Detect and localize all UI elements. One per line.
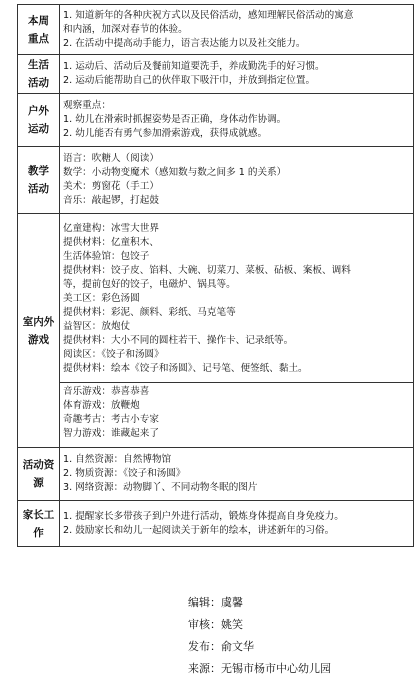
row-label	[18, 501, 60, 547]
label-line: 活动	[28, 77, 49, 89]
content-line: 音乐：敲起锣，打起鼓	[63, 195, 159, 206]
label-line: 户外	[28, 105, 49, 117]
content-line: 1. 幼儿在滑索时抓握姿势是否正确，身体动作协调。	[63, 114, 287, 125]
label-line: 生活	[28, 59, 49, 71]
content-line: 体育游戏：放鞭炮	[63, 399, 140, 411]
content-line: 提供材料：亿童积木、	[63, 236, 159, 248]
label-line: 活动	[28, 183, 49, 195]
row-indoor-outdoor-games	[18, 214, 414, 448]
content-line: 益智区：放炮仗	[63, 320, 131, 332]
content-line: 2. 在活动中提高动手能力，语言表达能力以及社交能力。	[63, 37, 306, 49]
reviewer-credit: 审核：姚笑	[188, 618, 243, 631]
content-line: 2. 运动后能帮助自己的伙伴取下吸汗巾，并放到指定位置。	[63, 75, 316, 86]
label-line: 家长工作	[22, 508, 55, 539]
row-content	[60, 448, 414, 501]
content-line: 提供材料：饺子皮、馅料、大碗、切菜刀、菜板、砧板、案板、调料	[63, 264, 351, 276]
row-outdoor-sports	[18, 94, 414, 147]
content-line: 观察重点：	[63, 100, 111, 111]
source-credit: 来源：无锡市杨市中心幼儿园	[188, 662, 331, 675]
row-weekly-focus	[18, 5, 414, 55]
content-line: 音乐游戏：恭喜恭喜	[63, 385, 150, 397]
weekly-plan-table	[17, 4, 414, 547]
row-content	[60, 55, 414, 94]
row-content	[60, 214, 414, 448]
row-label	[18, 94, 60, 147]
row-label	[18, 55, 60, 94]
content-line: 提供材料：彩泥、颜料、彩纸、马克笔等	[63, 306, 236, 318]
content-line: 亿童建构：冰雪大世界	[63, 222, 159, 234]
row-content	[60, 5, 414, 55]
row-label	[18, 5, 60, 55]
content-line: 2. 物质资源：《饺子和汤圆》	[63, 468, 186, 479]
content-line: 奇趣考古：考古小专家	[63, 413, 159, 425]
content-line: 1. 提醒家长多带孩子到户外进行活动，锻炼身体提高自身免疫力。	[63, 510, 344, 522]
content-line: 3. 网络资源：动物脚丫、不同动物冬眠的图片	[63, 482, 258, 493]
row-label	[18, 448, 60, 501]
label-line: 运动	[28, 123, 49, 135]
label-line: 游戏	[28, 333, 49, 346]
content-line: 等，提前包好的饺子，电磁炉、锅具等。	[63, 278, 236, 290]
content-line: 1. 自然资源：自然博物馆	[63, 454, 172, 465]
content-line: 阅读区：《饺子和汤圆》	[63, 348, 164, 360]
outdoor-games-section	[60, 382, 413, 442]
label-line: 教学	[28, 165, 49, 177]
label-line: 重点	[28, 32, 49, 45]
content-line: 智力游戏：谁藏起来了	[63, 427, 159, 439]
row-content	[60, 94, 414, 147]
credits	[0, 592, 417, 680]
row-label	[18, 214, 60, 448]
publisher-credit: 发布：俞文华	[188, 640, 254, 653]
row-teaching-activity	[18, 147, 414, 214]
content-line: 提供材料：大小不同的圆柱若干、操作卡、记录纸等。	[63, 334, 294, 346]
content-line: 生活体验馆：包饺子	[63, 250, 150, 262]
label-line: 室内外	[22, 315, 55, 328]
weekly-plan	[17, 4, 414, 547]
row-label	[18, 147, 60, 214]
content-line: 和内涵，加深对春节的体验。	[63, 23, 188, 35]
content-line: 1. 运动后、活动后及餐前知道要洗手，养成勤洗手的好习惯。	[63, 61, 325, 72]
row-activity-resources	[18, 448, 414, 501]
row-life-activity	[18, 55, 414, 94]
content-line: 数学：小动物变魔术（感知数与数之间多 1 的关系）	[63, 167, 287, 178]
content-line: 语言：吹糖人（阅读）	[63, 153, 159, 164]
content-line: 美工区：彩色汤圆	[63, 292, 140, 304]
row-content	[60, 501, 414, 547]
content-line: 美术：剪窗花（手工）	[63, 181, 159, 192]
content-line: 2. 幼儿能否有勇气参加滑索游戏，获得成就感。	[63, 128, 268, 139]
content-line: 2. 鼓励家长和幼儿一起阅读关于新年的绘本，讲述新年的习俗。	[63, 524, 335, 536]
row-content	[60, 147, 414, 214]
label-line: 本周	[28, 14, 49, 27]
row-parent-work	[18, 501, 414, 547]
label-line: 活动资源	[22, 459, 55, 489]
content-line: 1. 知道新年的各种庆祝方式以及民俗活动，感知理解民俗活动的寓意	[63, 9, 354, 21]
content-line: 提供材料：绘本《饺子和汤圆》、记号笔、便签纸、黏土。	[63, 362, 308, 374]
editor-credit: 编辑：虞馨	[188, 596, 243, 609]
